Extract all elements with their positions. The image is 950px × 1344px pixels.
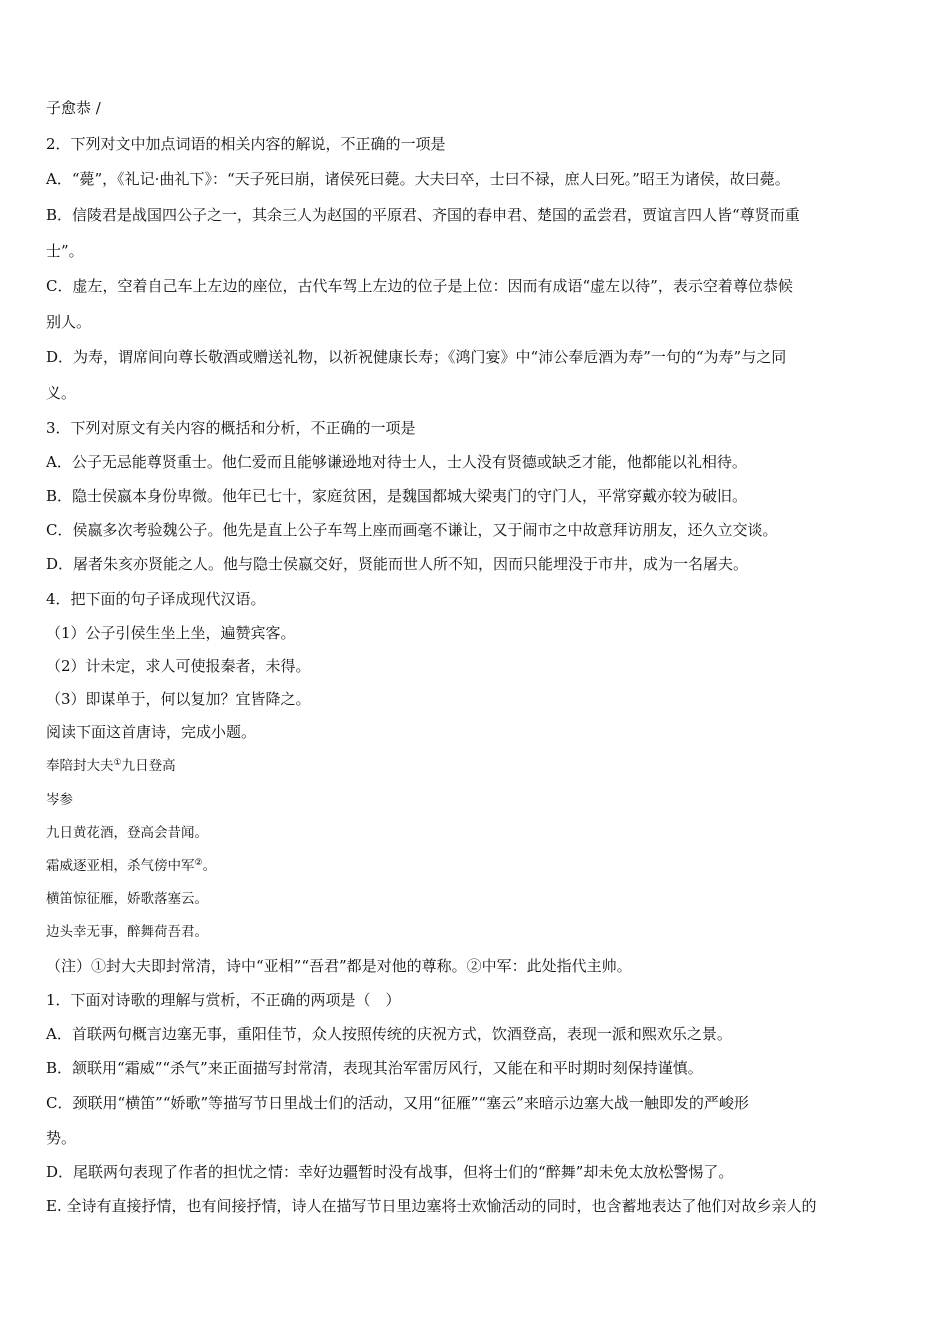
pq1-option-a: A．首联两句概言边塞无事，重阳佳节，众人按照传统的庆祝方式，饮酒登高，表现一派和熙欢乐之景。 <box>46 1025 732 1043</box>
question-2-stem: 2．下列对文中加点词语的相关内容的解说，不正确的一项是 <box>46 135 446 153</box>
q4-sentence-2: （2）计未定，求人可使报秦者，未得。 <box>46 657 311 675</box>
poem-line-2: 霜威逐亚相，杀气傍中军②。 <box>46 858 217 874</box>
poem-note: （注）①封大夫即封常清，诗中“亚相”“吾君”都是对他的尊称。②中军：此处指代主帅。 <box>46 957 632 975</box>
q3-option-c: C．侯嬴多次考验魏公子。他先是直上公子车驾上座而画毫不谦让，又于闹市之中故意拜访朋友，还久立交谈。 <box>46 521 778 539</box>
text-line: 子愈恭 / <box>46 99 101 117</box>
poem-author: 岑参 <box>46 792 73 808</box>
footnote-marker: ① <box>113 758 122 768</box>
pq1-option-c-continued: 势。 <box>46 1129 77 1147</box>
poem-line-3: 横笛惊征雁，娇歌落塞云。 <box>46 891 208 907</box>
poem-question-1-stem: 1．下面对诗歌的理解与赏析，不正确的两项是（ ） <box>46 991 401 1009</box>
footnote-marker: ② <box>194 858 203 868</box>
q2-option-b: B．信陵君是战国四公子之一，其余三人为赵国的平原君、齐国的春申君、楚国的孟尝君，贾谊言四人皆“尊贤而重 <box>46 206 800 224</box>
question-3-stem: 3．下列对原文有关内容的概括和分析，不正确的一项是 <box>46 419 416 437</box>
pq1-option-e: E. 全诗有直接抒情，也有间接抒情，诗人在描写节日里边塞将士欢愉活动的同时，也含蓄地表达了他们对故乡亲人的 <box>46 1197 817 1215</box>
pq1-option-b: B．颔联用“霜威”“杀气”来正面描写封常清，表现其治军雷厉风行，又能在和平时期时刻保持谨慎。 <box>46 1059 703 1077</box>
q3-option-d: D．屠者朱亥亦贤能之人。他与隐士侯嬴交好，贤能而世人所不知，因而只能埋没于市井，成为一名屠夫。 <box>46 555 749 573</box>
q4-sentence-3: （3）即谋单于，何以复加？宜皆降之。 <box>46 690 311 708</box>
q2-option-c: C．虚左，空着自己车上左边的座位，古代车驾上左边的位子是上位：因而有成语“虚左以待”，表示空着尊位恭候 <box>46 277 793 295</box>
poem-title: 奉陪封大夫①九日登高 <box>46 758 176 774</box>
poem-line-4: 边头幸无事，醉舞荷吾君。 <box>46 924 208 940</box>
q4-sentence-1: （1）公子引侯生坐上坐，遍赞宾客。 <box>46 624 296 642</box>
q2-option-a: A．“薨”，《礼记·曲礼下》：“天子死曰崩，诸侯死曰薨。大夫曰卒，士曰不禄，庶人曰死。”昭王为诸侯，故曰薨。 <box>46 170 790 188</box>
pq1-option-c: C．颈联用“横笛”“娇歌”等描写节日里战士们的活动，又用“征雁”“塞云”来暗示边塞大战一触即发的严峻形 <box>46 1094 749 1112</box>
question-4-stem: 4．把下面的句子译成现代汉语。 <box>46 590 266 608</box>
q3-option-a: A．公子无忌能尊贤重士。他仁爱而且能够谦逊地对待士人，士人没有贤德或缺乏才能，他都能以礼相待。 <box>46 453 747 471</box>
q2-option-d: D．为寿，谓席间向尊长敬酒或赠送礼物，以祈祝健康长寿；《鸿门宴》中“沛公奉卮酒为寿”一句的“为寿”与之同 <box>46 348 787 366</box>
poem-instruction: 阅读下面这首唐诗，完成小题。 <box>46 723 257 741</box>
q2-option-b-continued: 士”。 <box>46 242 84 260</box>
q2-option-d-continued: 义。 <box>46 384 77 402</box>
q3-option-b: B．隐士侯嬴本身份卑微。他年已七十，家庭贫困，是魏国都城大梁夷门的守门人，平常穿戴亦较为破旧。 <box>46 487 748 505</box>
poem-line-1: 九日黄花酒，登高会昔闻。 <box>46 825 208 841</box>
q2-option-c-continued: 别人。 <box>46 313 92 331</box>
pq1-option-d: D．尾联两句表现了作者的担忧之情：幸好边疆暂时没有战事，但将士们的“醉舞”却未免太放松警惕了。 <box>46 1163 734 1181</box>
